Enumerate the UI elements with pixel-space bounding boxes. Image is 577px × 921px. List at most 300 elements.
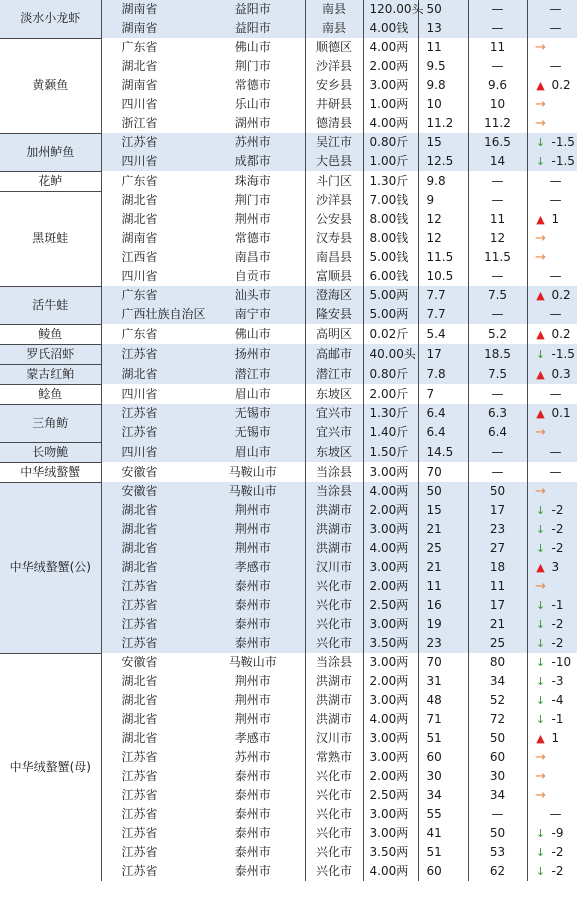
province-cell: 湖北省 <box>121 674 158 688</box>
province-cell: 湖北省 <box>101 539 201 558</box>
county-cell: 当涂县 <box>305 462 363 482</box>
arrow-down-icon: ↓ <box>535 136 546 149</box>
change-value: 0.2 <box>551 78 571 92</box>
species-cell: 淡水小龙虾 <box>0 0 101 38</box>
county-cell: 大邑县 <box>305 152 363 171</box>
county-cell: 高邮市 <box>305 344 363 364</box>
arrow-right-icon: → <box>535 769 546 784</box>
current-price-cell: 14.5 <box>418 442 468 462</box>
previous-price-cell: 6.4 <box>468 423 527 442</box>
city-cell: 荆门市 <box>234 59 271 73</box>
arrow-up-icon: ▲ <box>536 732 545 745</box>
province-cell: 四川省 <box>121 386 158 401</box>
province-cell: 江苏省 <box>101 615 201 634</box>
city-cell: 荆州市 <box>201 520 305 539</box>
change-value: — <box>549 464 562 479</box>
arrow-down-icon: ↓ <box>535 347 546 361</box>
spec-cell: 4.00钱 <box>363 19 418 38</box>
city-cell: 泰州市 <box>234 826 271 840</box>
spec-cell: 5.00两 <box>363 286 418 305</box>
species-cell: 罗氏沼虾 <box>0 344 101 364</box>
province-cell: 江苏省 <box>101 423 201 442</box>
current-price-cell: 9.8 <box>418 76 468 95</box>
county-cell: 兴化市 <box>305 767 363 786</box>
county-cell: 沙洋县 <box>305 191 363 210</box>
city-cell: 孝感市 <box>201 558 305 577</box>
previous-price-cell: 60 <box>468 748 527 767</box>
arrow-up-icon: ▲ <box>536 561 545 574</box>
previous-price-cell: 80 <box>468 653 527 672</box>
species-cell: 活牛蛙 <box>0 286 101 324</box>
previous-price-cell: — <box>468 267 527 286</box>
previous-price-cell: — <box>468 0 527 19</box>
spec-cell: 5.00钱 <box>363 248 418 267</box>
arrow-up-icon: ▲ <box>536 79 545 92</box>
city-cell: 珠海市 <box>234 173 271 188</box>
county-cell: 兴化市 <box>305 596 363 615</box>
county-cell: 洪湖市 <box>305 672 363 691</box>
province-cell: 四川省 <box>101 152 201 171</box>
arrow-down-icon: ↓ <box>535 846 546 859</box>
county-cell: 东坡区 <box>305 384 363 404</box>
table-row <box>0 324 577 344</box>
city-cell: 佛山市 <box>234 40 271 54</box>
spec-cell: 4.00两 <box>363 862 418 881</box>
change-cell <box>527 248 577 267</box>
change-value: -1.5 <box>551 346 575 361</box>
change-cell <box>527 824 577 843</box>
change-cell <box>527 95 577 114</box>
spec-cell: 8.00钱 <box>363 210 418 229</box>
county-cell: 安乡县 <box>305 76 363 95</box>
city-cell: 湖州市 <box>234 116 271 130</box>
spec-cell: 2.50两 <box>363 786 418 805</box>
city-cell: 无锡市 <box>201 404 305 423</box>
city-cell: 自贡市 <box>234 269 271 283</box>
change-cell <box>527 384 577 404</box>
county-cell: 洪湖市 <box>305 520 363 539</box>
arrow-right-icon: → <box>535 750 546 765</box>
city-cell: 荆州市 <box>234 693 271 707</box>
previous-price-cell: 17 <box>468 501 527 520</box>
spec-cell: 3.00两 <box>363 748 418 767</box>
province-cell: 安徽省 <box>121 464 158 479</box>
arrow-down-icon: ↓ <box>535 155 546 168</box>
city-cell: 泰州市 <box>234 845 271 859</box>
species-cell: 鲶鱼 <box>0 384 101 404</box>
current-price-cell: 25 <box>418 539 468 558</box>
current-price-cell: 12 <box>418 229 468 248</box>
county-cell: 高明区 <box>305 324 363 344</box>
county-cell: 斗门区 <box>305 171 363 191</box>
current-price-cell: 55 <box>418 805 468 824</box>
change-cell <box>527 324 577 344</box>
change-cell <box>527 38 577 57</box>
current-price-cell: 11.2 <box>418 114 468 133</box>
previous-price-cell: 50 <box>468 824 527 843</box>
county-cell: 吴江市 <box>305 133 363 152</box>
current-price-cell: 21 <box>418 558 468 577</box>
previous-price-cell: — <box>468 19 527 38</box>
current-price-cell: 30 <box>418 767 468 786</box>
arrow-down-icon: ↓ <box>535 599 546 612</box>
current-price-cell: 9.8 <box>418 171 468 191</box>
province-cell: 广东省 <box>121 326 158 341</box>
city-cell: 佛山市 <box>234 326 271 341</box>
current-price-cell: 71 <box>418 710 468 729</box>
province-cell: 江苏省 <box>101 577 201 596</box>
county-cell: 南昌县 <box>305 248 363 267</box>
arrow-right-icon: → <box>535 484 546 499</box>
change-cell <box>527 539 577 558</box>
change-cell <box>527 862 577 881</box>
county-cell: 沙洋县 <box>305 57 363 76</box>
arrow-down-icon: ↓ <box>535 656 546 669</box>
city-cell: 荆州市 <box>201 539 305 558</box>
spec-cell: 6.00钱 <box>363 267 418 286</box>
previous-price-cell: 7.5 <box>468 364 527 384</box>
change-cell <box>527 152 577 171</box>
arrow-down-icon: ↓ <box>535 618 546 631</box>
change-value: — <box>549 269 562 283</box>
spec-cell: 3.00两 <box>363 462 418 482</box>
change-value: 3 <box>551 560 560 574</box>
change-value: -2 <box>551 636 564 650</box>
previous-price-cell: — <box>468 57 527 76</box>
county-cell: 汉寿县 <box>305 229 363 248</box>
city-cell: 孝感市 <box>234 731 271 745</box>
spec-cell: 1.00两 <box>363 95 418 114</box>
province-cell: 四川省 <box>121 97 158 111</box>
county-cell: 兴化市 <box>305 843 363 862</box>
city-cell: 眉山市 <box>234 386 271 401</box>
province-cell: 江苏省 <box>101 404 201 423</box>
province-cell: 湖南省 <box>121 231 158 245</box>
spec-cell: 2.00两 <box>363 672 418 691</box>
current-price-cell: 7.7 <box>418 286 468 305</box>
county-cell: 兴化市 <box>305 634 363 653</box>
arrow-down-icon: ↓ <box>535 694 546 707</box>
current-price-cell: 51 <box>418 843 468 862</box>
spec-cell: 3.00两 <box>363 729 418 748</box>
city-cell: 荆州市 <box>234 712 271 726</box>
province-cell: 广东省 <box>121 40 158 54</box>
change-cell <box>527 577 577 596</box>
previous-price-cell: 11 <box>468 38 527 57</box>
previous-price-cell: 11.2 <box>468 114 527 133</box>
previous-price-cell: 16.5 <box>468 133 527 152</box>
current-price-cell: 19 <box>418 615 468 634</box>
current-price-cell: 12.5 <box>418 152 468 171</box>
province-cell: 浙江省 <box>121 116 158 130</box>
county-cell: 隆安县 <box>305 305 363 324</box>
previous-price-cell: 50 <box>468 482 527 501</box>
spec-cell: 3.00两 <box>363 653 418 672</box>
previous-price-cell: 34 <box>468 672 527 691</box>
spec-cell: 3.50两 <box>363 843 418 862</box>
previous-price-cell: 9.6 <box>468 76 527 95</box>
current-price-cell: 23 <box>418 634 468 653</box>
change-cell <box>527 171 577 191</box>
city-cell: 益阳市 <box>201 0 305 19</box>
city-cell: 汕头市 <box>201 286 305 305</box>
change-cell <box>527 286 577 305</box>
county-cell: 常熟市 <box>305 748 363 767</box>
spec-cell: 3.00两 <box>363 76 418 95</box>
city-cell: 常德市 <box>234 231 271 245</box>
city-cell: 苏州市 <box>201 133 305 152</box>
current-price-cell: 17 <box>418 344 468 364</box>
previous-price-cell: 11.5 <box>468 248 527 267</box>
arrow-right-icon: → <box>535 231 546 246</box>
current-price-cell: 48 <box>418 691 468 710</box>
previous-price-cell: 21 <box>468 615 527 634</box>
previous-price-cell: 10 <box>468 95 527 114</box>
previous-price-cell: 25 <box>468 634 527 653</box>
change-cell <box>527 615 577 634</box>
province-cell: 江西省 <box>121 250 158 264</box>
arrow-up-icon: ▲ <box>536 327 545 341</box>
change-value: — <box>549 386 562 401</box>
species-cell: 黄颡鱼 <box>0 38 101 133</box>
species-cell: 中华绒螯蟹(公) <box>0 482 101 653</box>
county-cell: 澄海区 <box>305 286 363 305</box>
change-cell <box>527 76 577 95</box>
species-cell: 加州鲈鱼 <box>0 133 101 171</box>
previous-price-cell: — <box>468 171 527 191</box>
current-price-cell: 51 <box>418 729 468 748</box>
spec-cell: 1.00斤 <box>363 152 418 171</box>
county-cell: 宜兴市 <box>305 423 363 442</box>
city-cell: 荆门市 <box>234 193 271 207</box>
province-cell: 安徽省 <box>121 655 158 669</box>
previous-price-cell: 72 <box>468 710 527 729</box>
city-cell: 乐山市 <box>234 97 271 111</box>
county-cell: 洪湖市 <box>305 710 363 729</box>
change-cell <box>527 19 577 38</box>
spec-cell: 2.00两 <box>363 501 418 520</box>
city-cell: 眉山市 <box>201 442 305 462</box>
change-value: -2 <box>551 541 564 555</box>
current-price-cell: 13 <box>418 19 468 38</box>
arrow-down-icon: ↓ <box>535 827 546 840</box>
spec-cell: 1.50斤 <box>363 442 418 462</box>
spec-cell: 3.00两 <box>363 520 418 539</box>
city-cell: 成都市 <box>201 152 305 171</box>
change-value: — <box>549 173 562 188</box>
change-cell <box>527 653 577 672</box>
change-cell <box>527 404 577 423</box>
change-cell <box>527 344 577 364</box>
previous-price-cell: — <box>468 442 527 462</box>
current-price-cell: 50 <box>418 482 468 501</box>
change-cell <box>527 114 577 133</box>
city-cell: 泰州市 <box>234 807 271 821</box>
change-cell <box>527 786 577 805</box>
county-cell: 汉川市 <box>305 558 363 577</box>
province-cell: 四川省 <box>121 269 158 283</box>
spec-cell: 3.00两 <box>363 558 418 577</box>
arrow-down-icon: ↓ <box>535 637 546 650</box>
spec-cell: 4.00两 <box>363 482 418 501</box>
county-cell: 兴化市 <box>305 862 363 881</box>
change-cell <box>527 805 577 824</box>
city-cell: 荆州市 <box>234 212 271 226</box>
change-cell <box>527 210 577 229</box>
change-value: 0.2 <box>551 326 571 341</box>
county-cell: 兴化市 <box>305 786 363 805</box>
arrow-right-icon: → <box>535 579 546 594</box>
arrow-up-icon: ▲ <box>536 289 545 302</box>
change-cell <box>527 442 577 462</box>
previous-price-cell: 34 <box>468 786 527 805</box>
current-price-cell: 11 <box>418 38 468 57</box>
province-cell: 江苏省 <box>121 864 158 878</box>
change-value: -2 <box>551 503 564 517</box>
city-cell: 南昌市 <box>234 250 271 264</box>
previous-price-cell: 18.5 <box>468 344 527 364</box>
species-cell: 中华绒螯蟹 <box>0 462 101 482</box>
province-cell: 湖北省 <box>101 501 201 520</box>
spec-cell: 4.00两 <box>363 114 418 133</box>
previous-price-cell: 53 <box>468 843 527 862</box>
province-cell: 湖北省 <box>121 693 158 707</box>
current-price-cell: 10 <box>418 95 468 114</box>
spec-cell: 2.00斤 <box>363 384 418 404</box>
change-cell <box>527 191 577 210</box>
province-cell: 湖南省 <box>101 0 201 19</box>
change-cell <box>527 672 577 691</box>
change-cell <box>527 558 577 577</box>
current-price-cell: 21 <box>418 520 468 539</box>
arrow-up-icon: ▲ <box>536 213 545 226</box>
city-cell: 苏州市 <box>234 750 271 764</box>
county-cell: 兴化市 <box>305 615 363 634</box>
county-cell: 洪湖市 <box>305 501 363 520</box>
province-cell: 安徽省 <box>101 482 201 501</box>
city-cell: 南宁市 <box>201 305 305 324</box>
table-row <box>0 191 577 210</box>
table-row <box>0 482 577 501</box>
change-value: -1 <box>551 598 564 612</box>
change-cell <box>527 57 577 76</box>
city-cell: 泰州市 <box>201 577 305 596</box>
change-value: 1 <box>551 731 560 745</box>
table-row <box>0 462 577 482</box>
spec-cell: 4.00两 <box>363 710 418 729</box>
change-cell <box>527 520 577 539</box>
current-price-cell: 41 <box>418 824 468 843</box>
species-cell: 长吻鮠 <box>0 442 101 462</box>
city-cell: 泰州市 <box>234 788 271 802</box>
previous-price-cell: — <box>468 305 527 324</box>
previous-price-cell: 5.2 <box>468 324 527 344</box>
species-cell: 黑斑蛙 <box>0 191 101 286</box>
province-cell: 广东省 <box>121 173 158 188</box>
spec-cell: 7.00钱 <box>363 191 418 210</box>
county-cell: 井研县 <box>305 95 363 114</box>
province-cell: 湖北省 <box>121 59 158 73</box>
spec-cell: 3.50两 <box>363 634 418 653</box>
previous-price-cell: 27 <box>468 539 527 558</box>
province-cell: 湖北省 <box>121 731 158 745</box>
change-cell <box>527 596 577 615</box>
county-cell: 富顺县 <box>305 267 363 286</box>
county-cell: 兴化市 <box>305 577 363 596</box>
county-cell: 兴化市 <box>305 824 363 843</box>
change-cell <box>527 423 577 442</box>
city-cell: 泰州市 <box>234 769 271 783</box>
change-value: — <box>549 21 562 35</box>
spec-cell: 3.00两 <box>363 824 418 843</box>
change-value: -2 <box>551 864 564 878</box>
city-cell: 常德市 <box>234 78 271 92</box>
arrow-up-icon: ▲ <box>536 367 545 381</box>
change-value: — <box>549 444 562 459</box>
change-value: -9 <box>551 826 564 840</box>
previous-price-cell: 18 <box>468 558 527 577</box>
change-value: — <box>549 2 562 16</box>
current-price-cell: 70 <box>418 653 468 672</box>
spec-cell: 120.00头 <box>363 0 418 19</box>
province-cell: 湖北省 <box>101 364 201 384</box>
province-cell: 湖北省 <box>121 193 158 207</box>
previous-price-cell: 12 <box>468 229 527 248</box>
arrow-down-icon: ↓ <box>535 675 546 688</box>
spec-cell: 5.00两 <box>363 305 418 324</box>
spec-cell: 0.02斤 <box>363 324 418 344</box>
table-row <box>0 404 577 423</box>
change-value: — <box>549 307 562 321</box>
change-value: 0.1 <box>551 406 571 420</box>
change-cell <box>527 691 577 710</box>
spec-cell: 8.00钱 <box>363 229 418 248</box>
change-value: -1.5 <box>551 135 575 149</box>
previous-price-cell: 14 <box>468 152 527 171</box>
previous-price-cell: — <box>468 191 527 210</box>
spec-cell: 40.00头 <box>363 344 418 364</box>
change-cell <box>527 482 577 501</box>
province-cell: 湖北省 <box>121 712 158 726</box>
arrow-down-icon: ↓ <box>535 504 546 517</box>
previous-price-cell: — <box>468 384 527 404</box>
change-cell <box>527 729 577 748</box>
arrow-down-icon: ↓ <box>535 865 546 878</box>
previous-price-cell: 62 <box>468 862 527 881</box>
current-price-cell: 15 <box>418 133 468 152</box>
previous-price-cell: — <box>468 462 527 482</box>
province-cell: 广西壮族自治区 <box>101 305 201 324</box>
city-cell: 泰州市 <box>201 596 305 615</box>
change-value: -2 <box>551 522 564 536</box>
city-cell: 泰州市 <box>234 864 271 878</box>
change-cell <box>527 229 577 248</box>
change-value: -4 <box>551 693 564 707</box>
current-price-cell: 9 <box>418 191 468 210</box>
province-cell: 江苏省 <box>121 807 158 821</box>
species-cell: 蒙古红鲌 <box>0 364 101 384</box>
arrow-up-icon: ▲ <box>536 407 545 420</box>
county-cell: 洪湖市 <box>305 691 363 710</box>
species-cell: 中华绒螯蟹(母) <box>0 653 101 881</box>
change-cell <box>527 364 577 384</box>
table-row <box>0 133 577 152</box>
province-cell: 湖北省 <box>101 520 201 539</box>
species-cell: 花鲈 <box>0 171 101 191</box>
province-cell: 江苏省 <box>121 750 158 764</box>
change-cell <box>527 501 577 520</box>
current-price-cell: 9.5 <box>418 57 468 76</box>
